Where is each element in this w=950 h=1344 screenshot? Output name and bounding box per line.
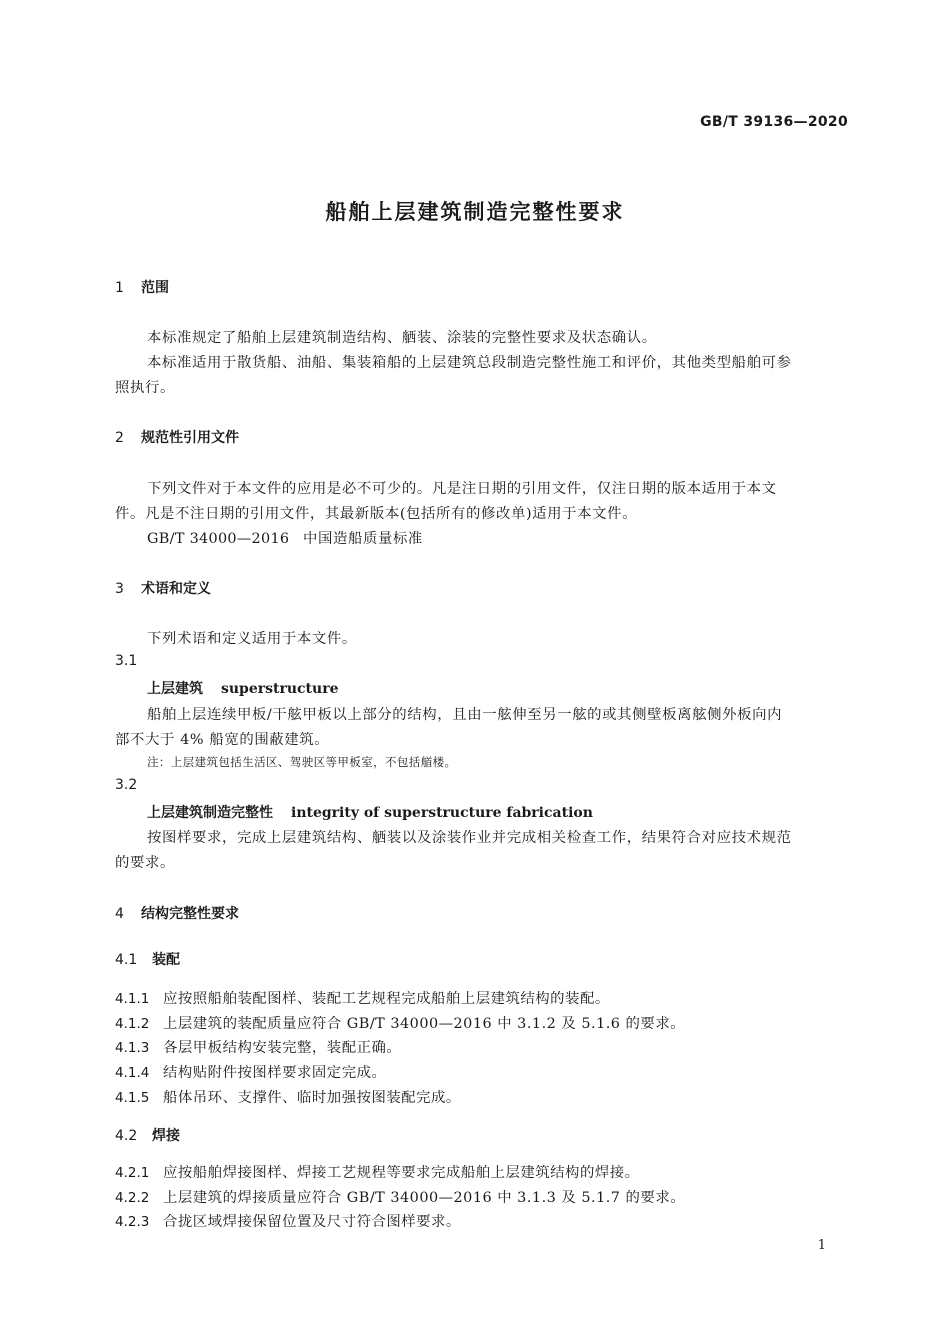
clause-text: 船体吊环、支撑件、临时加强按图装配完成。 — [163, 1090, 461, 1106]
clause — [115, 1061, 386, 1082]
subsection-heading — [115, 949, 180, 969]
clause — [115, 1012, 685, 1033]
term-definition-continuation: 的要求。 — [115, 855, 175, 871]
clause-number: 4.1.5 — [115, 1090, 150, 1106]
clause-number: 4.2.3 — [115, 1214, 150, 1230]
section-title: 术语和定义 — [141, 581, 211, 597]
section-2-heading — [115, 427, 239, 447]
section-1-heading — [115, 277, 169, 297]
section-number: 1 — [115, 280, 124, 296]
clause — [115, 987, 610, 1008]
section-3-heading — [115, 578, 211, 598]
reference-title: 中国造船质量标准 — [303, 531, 423, 547]
term-number: 3.1 — [115, 653, 138, 669]
term-en: superstructure — [221, 681, 339, 697]
paragraph-continuation: 件。凡是不注日期的引用文件，其最新版本(包括所有的修改单)适用于本文件。 — [115, 506, 638, 522]
clause-number: 4.1.4 — [115, 1065, 150, 1081]
term-heading — [147, 678, 339, 698]
clause-text: 上层建筑的装配质量应符合 GB/T 34000—2016 中 3.1.2 及 5.1.6 的要求。 — [163, 1016, 686, 1032]
clause-text: 应按船舶焊接图样、焊接工艺规程等要求完成船舶上层建筑结构的焊接。 — [163, 1165, 640, 1181]
paragraph: 下列术语和定义适用于本文件。 — [147, 631, 357, 647]
normative-reference — [147, 527, 423, 548]
term-definition: 按图样要求，完成上层建筑结构、舾装以及涂装作业并完成相关检查工作，结果符合对应技术规范 — [147, 830, 792, 846]
clause — [115, 1036, 401, 1057]
section-title: 范围 — [141, 280, 169, 296]
section-title: 结构完整性要求 — [141, 906, 239, 922]
subsection-number: 4.2 — [115, 1128, 138, 1144]
clause-text: 各层甲板结构安装完整，装配正确。 — [163, 1040, 402, 1056]
term-cn: 上层建筑制造完整性 — [147, 805, 273, 821]
section-title: 规范性引用文件 — [141, 430, 239, 446]
paragraph: 本标准适用于散货船、油船、集装箱船的上层建筑总段制造完整性施工和评价，其他类型船舶可参 — [147, 355, 792, 371]
clause-text: 合拢区域焊接保留位置及尺寸符合图样要求。 — [163, 1214, 461, 1230]
note: 注：上层建筑包括生活区、驾驶区等甲板室，不包括艏楼。 — [147, 755, 457, 769]
subsection-number: 4.1 — [115, 952, 138, 968]
clause-number: 4.1.1 — [115, 991, 150, 1007]
clause-number: 4.1.2 — [115, 1016, 150, 1032]
subsection-heading — [115, 1125, 180, 1145]
clause — [115, 1161, 640, 1182]
section-number: 3 — [115, 581, 124, 597]
clause-number: 4.1.3 — [115, 1040, 150, 1056]
paragraph: 下列文件对于本文件的应用是必不可少的。凡是注日期的引用文件，仅注日期的版本适用于本文 — [147, 481, 777, 497]
term-definition-continuation: 部不大于 4% 船宽的围蔽建筑。 — [115, 732, 330, 748]
term-cn: 上层建筑 — [147, 681, 203, 697]
reference-code: GB/T 34000—2016 — [147, 531, 290, 547]
section-4-heading — [115, 903, 239, 923]
document-title: 船舶上层建筑制造完整性要求 — [325, 200, 625, 224]
standard-code: GB/T 39136—2020 — [700, 114, 848, 130]
clause-number: 4.2.1 — [115, 1165, 150, 1181]
clause — [115, 1086, 461, 1107]
clause-text: 上层建筑的焊接质量应符合 GB/T 34000—2016 中 3.1.3 及 5.1.7 的要求。 — [163, 1190, 686, 1206]
term-heading — [147, 802, 593, 822]
subsection-title: 焊接 — [152, 1128, 180, 1144]
page-number: 1 — [817, 1238, 826, 1253]
term-number: 3.2 — [115, 777, 138, 793]
term-definition: 船舶上层连续甲板/干舷甲板以上部分的结构，且由一舷伸至另一舷的或其侧壁板离舷侧外板向内 — [147, 707, 783, 723]
clause-number: 4.2.2 — [115, 1190, 150, 1206]
subsection-title: 装配 — [152, 952, 180, 968]
paragraph: 本标准规定了船舶上层建筑制造结构、舾装、涂装的完整性要求及状态确认。 — [147, 330, 657, 346]
clause — [115, 1186, 685, 1207]
clause-text: 结构贴附件按图样要求固定完成。 — [163, 1065, 387, 1081]
clause — [115, 1210, 461, 1231]
term-en: integrity of superstructure fabrication — [291, 805, 593, 821]
section-number: 2 — [115, 430, 124, 446]
paragraph-continuation: 照执行。 — [115, 380, 175, 396]
section-number: 4 — [115, 906, 124, 922]
clause-text: 应按照船舶装配图样、装配工艺规程完成船舶上层建筑结构的装配。 — [163, 991, 610, 1007]
